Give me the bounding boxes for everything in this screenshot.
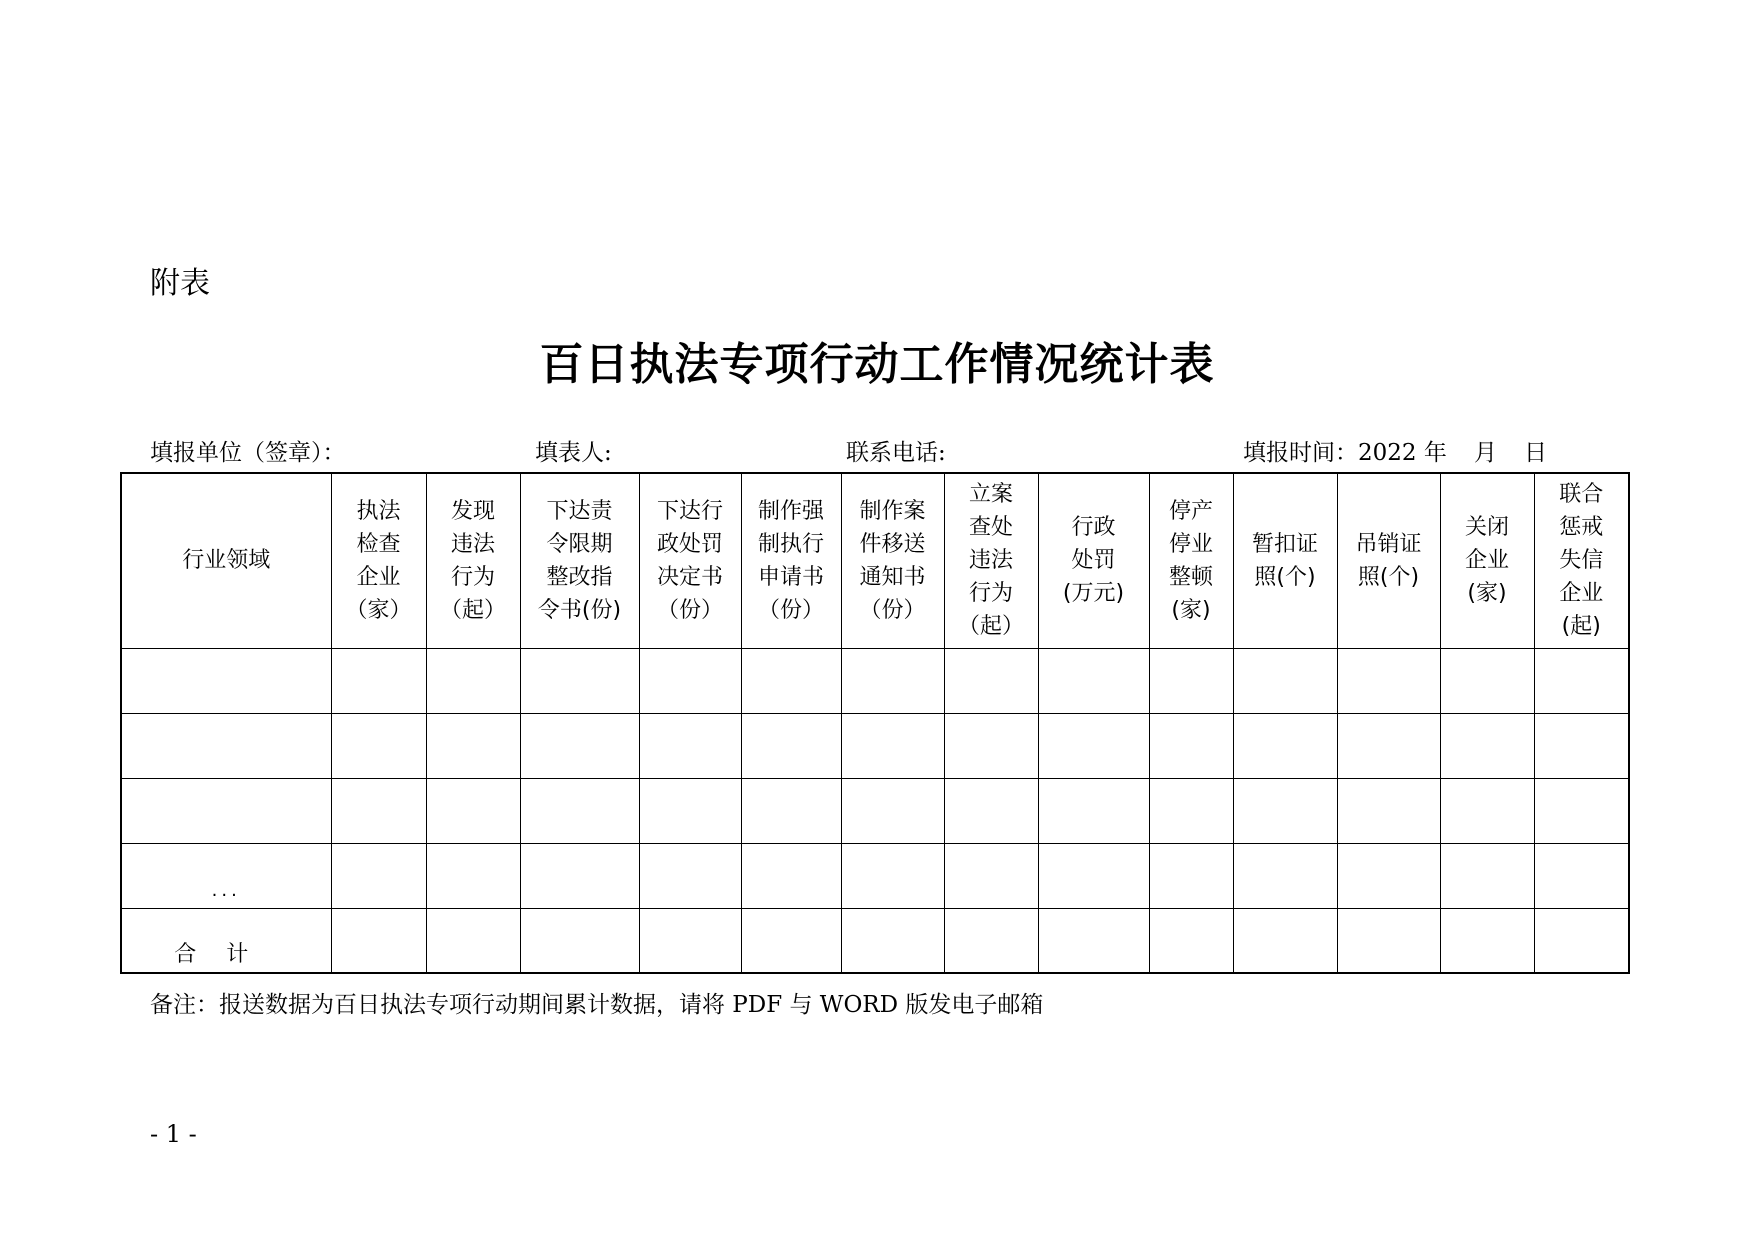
data-cell[interactable] <box>841 648 944 713</box>
column-header <box>944 473 1038 648</box>
data-cell[interactable] <box>841 713 944 778</box>
data-cell[interactable] <box>1233 713 1337 778</box>
data-cell[interactable] <box>331 843 426 908</box>
row-label-cell[interactable] <box>121 843 331 908</box>
data-cell[interactable] <box>1440 713 1534 778</box>
data-cell[interactable] <box>841 778 944 843</box>
data-cell[interactable] <box>331 908 426 973</box>
header-line: 发现 <box>450 498 495 524</box>
data-cell[interactable] <box>741 843 841 908</box>
data-cell[interactable] <box>639 713 741 778</box>
header-line: 执法 <box>356 498 401 524</box>
column-header <box>1233 473 1337 648</box>
header-line: 违法 <box>450 531 495 557</box>
data-cell[interactable] <box>1440 908 1534 973</box>
header-line: 停产 <box>1168 498 1213 524</box>
header-line: （起） <box>957 614 1024 640</box>
data-cell[interactable] <box>639 648 741 713</box>
header-line: 处罚 <box>1071 548 1116 574</box>
header-line: 行政 <box>1071 515 1116 541</box>
data-cell[interactable] <box>1534 648 1629 713</box>
column-header <box>1534 473 1629 648</box>
data-cell[interactable] <box>426 648 520 713</box>
header-line: 失信 <box>1559 548 1604 574</box>
data-cell[interactable] <box>1337 713 1440 778</box>
header-line: 检查 <box>356 531 401 557</box>
data-cell[interactable] <box>944 778 1038 843</box>
data-cell[interactable] <box>841 908 944 973</box>
data-cell[interactable] <box>520 648 639 713</box>
data-cell[interactable] <box>741 778 841 843</box>
data-cell[interactable] <box>1149 648 1233 713</box>
data-cell[interactable] <box>944 713 1038 778</box>
header-line: 企业 <box>356 564 401 590</box>
header-line: 令书(份) <box>537 597 622 623</box>
page-number: - 1 - <box>150 1120 197 1148</box>
data-cell[interactable] <box>1233 778 1337 843</box>
row-label-cell[interactable] <box>121 908 331 973</box>
header-line: 制作案 <box>859 498 926 524</box>
column-header <box>331 473 426 648</box>
data-cell[interactable] <box>1440 843 1534 908</box>
column-header <box>426 473 520 648</box>
table-body <box>121 648 1629 973</box>
filler-label: 填表人: <box>535 440 612 466</box>
column-header <box>520 473 639 648</box>
data-cell[interactable] <box>1534 843 1629 908</box>
data-cell[interactable] <box>331 713 426 778</box>
table-row <box>121 648 1629 713</box>
column-header <box>1149 473 1233 648</box>
header-line: 行为 <box>968 581 1013 607</box>
data-cell[interactable] <box>1038 843 1149 908</box>
day-label: 日 <box>1524 440 1547 466</box>
data-cell[interactable] <box>426 778 520 843</box>
data-cell[interactable] <box>1233 648 1337 713</box>
data-cell[interactable] <box>1149 713 1233 778</box>
header-line: （份） <box>757 597 824 623</box>
data-cell[interactable] <box>1233 908 1337 973</box>
date-label: 填报时间：2022 年 <box>1243 440 1447 466</box>
column-header <box>639 473 741 648</box>
header-line: （家） <box>345 597 412 623</box>
header-line: 令限期 <box>546 531 613 557</box>
ellipsis-label: ... <box>211 879 241 901</box>
data-cell[interactable] <box>741 713 841 778</box>
header-line: 行业领域 <box>182 548 271 574</box>
data-cell[interactable] <box>1440 778 1534 843</box>
header-line: （份） <box>656 597 723 623</box>
header-line: 关闭 <box>1464 515 1509 541</box>
month-label: 月 <box>1474 440 1497 466</box>
header-line: 停业 <box>1168 531 1213 557</box>
header-line: 违法 <box>968 548 1013 574</box>
data-cell[interactable] <box>1337 843 1440 908</box>
header-line: 下达责 <box>546 498 613 524</box>
header-line: 暂扣证 <box>1251 531 1318 557</box>
row-label-cell[interactable] <box>121 648 331 713</box>
data-cell[interactable] <box>741 648 841 713</box>
data-cell[interactable] <box>331 778 426 843</box>
data-cell[interactable] <box>1337 908 1440 973</box>
table-row <box>121 778 1629 843</box>
header-line: 下达行 <box>656 498 723 524</box>
header-line: 惩戒 <box>1559 515 1604 541</box>
header-line: 整改指 <box>546 564 613 590</box>
data-cell[interactable] <box>1337 778 1440 843</box>
header-line: 整顿 <box>1168 564 1213 590</box>
header-line: (家) <box>1171 597 1211 623</box>
data-cell[interactable] <box>1149 843 1233 908</box>
header-line: 企业 <box>1559 581 1604 607</box>
row-label-cell[interactable] <box>121 713 331 778</box>
header-line: 制作强 <box>757 498 824 524</box>
data-cell[interactable] <box>1440 648 1534 713</box>
data-cell[interactable] <box>520 778 639 843</box>
data-cell[interactable] <box>1038 778 1149 843</box>
data-cell[interactable] <box>944 648 1038 713</box>
data-cell[interactable] <box>639 778 741 843</box>
data-cell[interactable] <box>520 908 639 973</box>
data-cell[interactable] <box>639 908 741 973</box>
appendix-label: 附表 <box>150 266 210 301</box>
column-header <box>1440 473 1534 648</box>
column-header <box>1337 473 1440 648</box>
header-line: 制执行 <box>757 531 824 557</box>
statistics-table <box>120 472 1630 974</box>
data-cell[interactable] <box>1038 908 1149 973</box>
header-line: (起) <box>1561 614 1601 640</box>
page-title: 百日执法专项行动工作情况统计表 <box>539 339 1215 390</box>
total-label: 合计 <box>174 941 279 967</box>
column-header <box>841 473 944 648</box>
header-line: (家) <box>1467 581 1507 607</box>
table-row <box>121 908 1629 973</box>
data-cell[interactable] <box>1337 648 1440 713</box>
column-header <box>1038 473 1149 648</box>
header-line: 联合 <box>1559 482 1604 508</box>
column-header <box>741 473 841 648</box>
header-line: 政处罚 <box>656 531 723 557</box>
data-cell[interactable] <box>426 843 520 908</box>
data-cell[interactable] <box>639 843 741 908</box>
data-cell[interactable] <box>520 713 639 778</box>
header-line: (万元) <box>1062 581 1125 607</box>
data-cell[interactable] <box>331 648 426 713</box>
header-line: 照(个) <box>1357 564 1420 590</box>
footnote: 备注：报送数据为百日执法专项行动期间累计数据，请将 PDF 与 WORD 版发电子邮箱 <box>150 992 1044 1018</box>
data-cell[interactable] <box>1534 908 1629 973</box>
data-cell[interactable] <box>944 908 1038 973</box>
phone-label: 联系电话: <box>846 440 946 466</box>
table-row <box>121 713 1629 778</box>
row-label-cell[interactable] <box>121 778 331 843</box>
data-cell[interactable] <box>1534 713 1629 778</box>
header-row <box>121 473 1629 648</box>
data-cell[interactable] <box>1534 778 1629 843</box>
header-line: 申请书 <box>757 564 824 590</box>
data-cell[interactable] <box>1233 843 1337 908</box>
header-line: 决定书 <box>656 564 723 590</box>
data-cell[interactable] <box>1038 648 1149 713</box>
header-line: 企业 <box>1464 548 1509 574</box>
data-cell[interactable] <box>1149 908 1233 973</box>
header-line: 件移送 <box>859 531 926 557</box>
header-line: 行为 <box>450 564 495 590</box>
data-cell[interactable] <box>944 843 1038 908</box>
data-cell[interactable] <box>1149 778 1233 843</box>
header-line: 通知书 <box>859 564 926 590</box>
data-cell[interactable] <box>1038 713 1149 778</box>
header-line: （起） <box>439 597 506 623</box>
header-line: （份） <box>859 597 926 623</box>
table-row <box>121 843 1629 908</box>
header-industry-field <box>121 473 331 648</box>
data-cell[interactable] <box>741 908 841 973</box>
header-line: 吊销证 <box>1355 531 1422 557</box>
header-line: 立案 <box>968 482 1013 508</box>
header-line: 查处 <box>968 515 1013 541</box>
data-cell[interactable] <box>426 908 520 973</box>
data-cell[interactable] <box>426 713 520 778</box>
unit-label: 填报单位（签章）： <box>150 440 346 466</box>
header-line: 照(个) <box>1254 564 1316 590</box>
data-cell[interactable] <box>841 843 944 908</box>
data-cell[interactable] <box>520 843 639 908</box>
